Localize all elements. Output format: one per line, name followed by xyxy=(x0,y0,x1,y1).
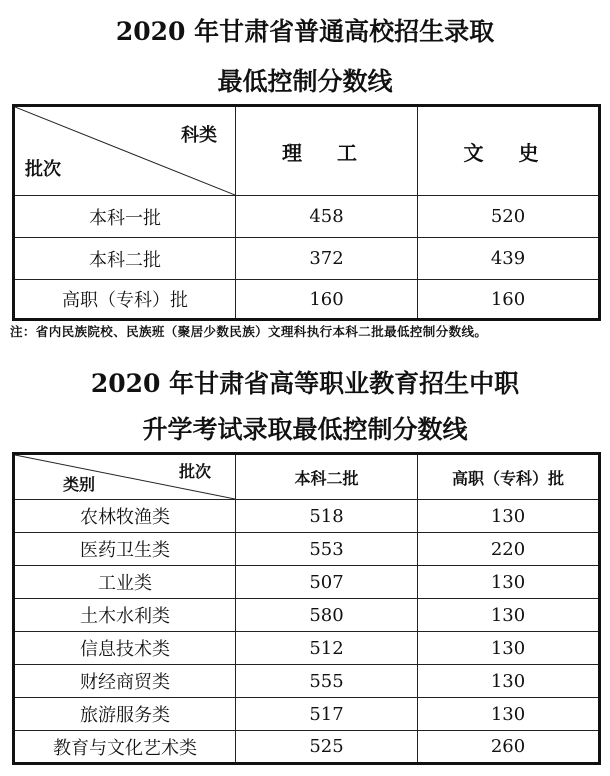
table2-row-label: 财经商贸类 xyxy=(14,665,236,698)
table1-row-label: 本科一批 xyxy=(14,196,236,238)
table2-row-label: 信息技术类 xyxy=(14,632,236,665)
table2-cell: 555 xyxy=(236,665,418,698)
table2-cell: 517 xyxy=(236,698,418,731)
table1-corner-cell xyxy=(14,106,236,196)
table2-cell: 518 xyxy=(236,500,418,533)
table2-cell: 580 xyxy=(236,599,418,632)
table1-cell: 160 xyxy=(418,280,600,320)
table1-column-header: 文 史 xyxy=(418,106,600,196)
table2-cell: 553 xyxy=(236,533,418,566)
table2-title-line1: 2020 年甘肃省高等职业教育招生中职 xyxy=(90,369,520,398)
table1-corner-top-label: 科类 xyxy=(181,125,217,146)
table2-cell: 130 xyxy=(418,665,600,698)
table1-cell: 520 xyxy=(418,196,600,238)
table2-cell: 130 xyxy=(418,500,600,533)
admission-score-table-vocational xyxy=(12,452,601,765)
table2-column-header: 本科二批 xyxy=(236,454,418,500)
table2-corner-cell xyxy=(14,454,236,500)
table1-footnote: 注：省内民族院校、民族班（聚居少数民族）文理科执行本科二批最低控制分数线。 xyxy=(10,324,488,339)
table1-cell: 458 xyxy=(236,196,418,238)
table2-row-label: 农林牧渔类 xyxy=(14,500,236,533)
table2-cell: 130 xyxy=(418,599,600,632)
table2-column-header: 高职（专科）批 xyxy=(418,454,600,500)
table2-cell: 507 xyxy=(236,566,418,599)
table2-cell: 525 xyxy=(236,731,418,764)
table1-cell: 439 xyxy=(418,238,600,280)
table2-cell: 260 xyxy=(418,731,600,764)
table2-row-label: 旅游服务类 xyxy=(14,698,236,731)
table2-title-line2: 升学考试录取最低控制分数线 xyxy=(142,415,468,444)
table1-cell: 160 xyxy=(236,280,418,320)
admission-score-table-general xyxy=(12,104,601,321)
table1-row-label: 本科二批 xyxy=(14,238,236,280)
table1-column-header: 理 工 xyxy=(236,106,418,196)
table1-corner-bottom-label: 批次 xyxy=(25,159,61,180)
table1-title-line2: 最低控制分数线 xyxy=(217,67,393,96)
table1-row-label: 高职（专科）批 xyxy=(14,280,236,320)
table2-row-label: 教育与文化艺术类 xyxy=(14,731,236,764)
table2-cell: 130 xyxy=(418,698,600,731)
table2-row-label: 医药卫生类 xyxy=(14,533,236,566)
table2-cell: 130 xyxy=(418,632,600,665)
table2-row-label: 土木水利类 xyxy=(14,599,236,632)
table2-row-label: 工业类 xyxy=(14,566,236,599)
table2-corner-bottom-label: 类别 xyxy=(63,475,96,494)
table2-cell: 220 xyxy=(418,533,600,566)
table2-corner-top-label: 批次 xyxy=(178,462,211,481)
table1-cell: 372 xyxy=(236,238,418,280)
table2-cell: 512 xyxy=(236,632,418,665)
table2-cell: 130 xyxy=(418,566,600,599)
table1-title-line1: 2020 年甘肃省普通高校招生录取 xyxy=(115,17,495,46)
